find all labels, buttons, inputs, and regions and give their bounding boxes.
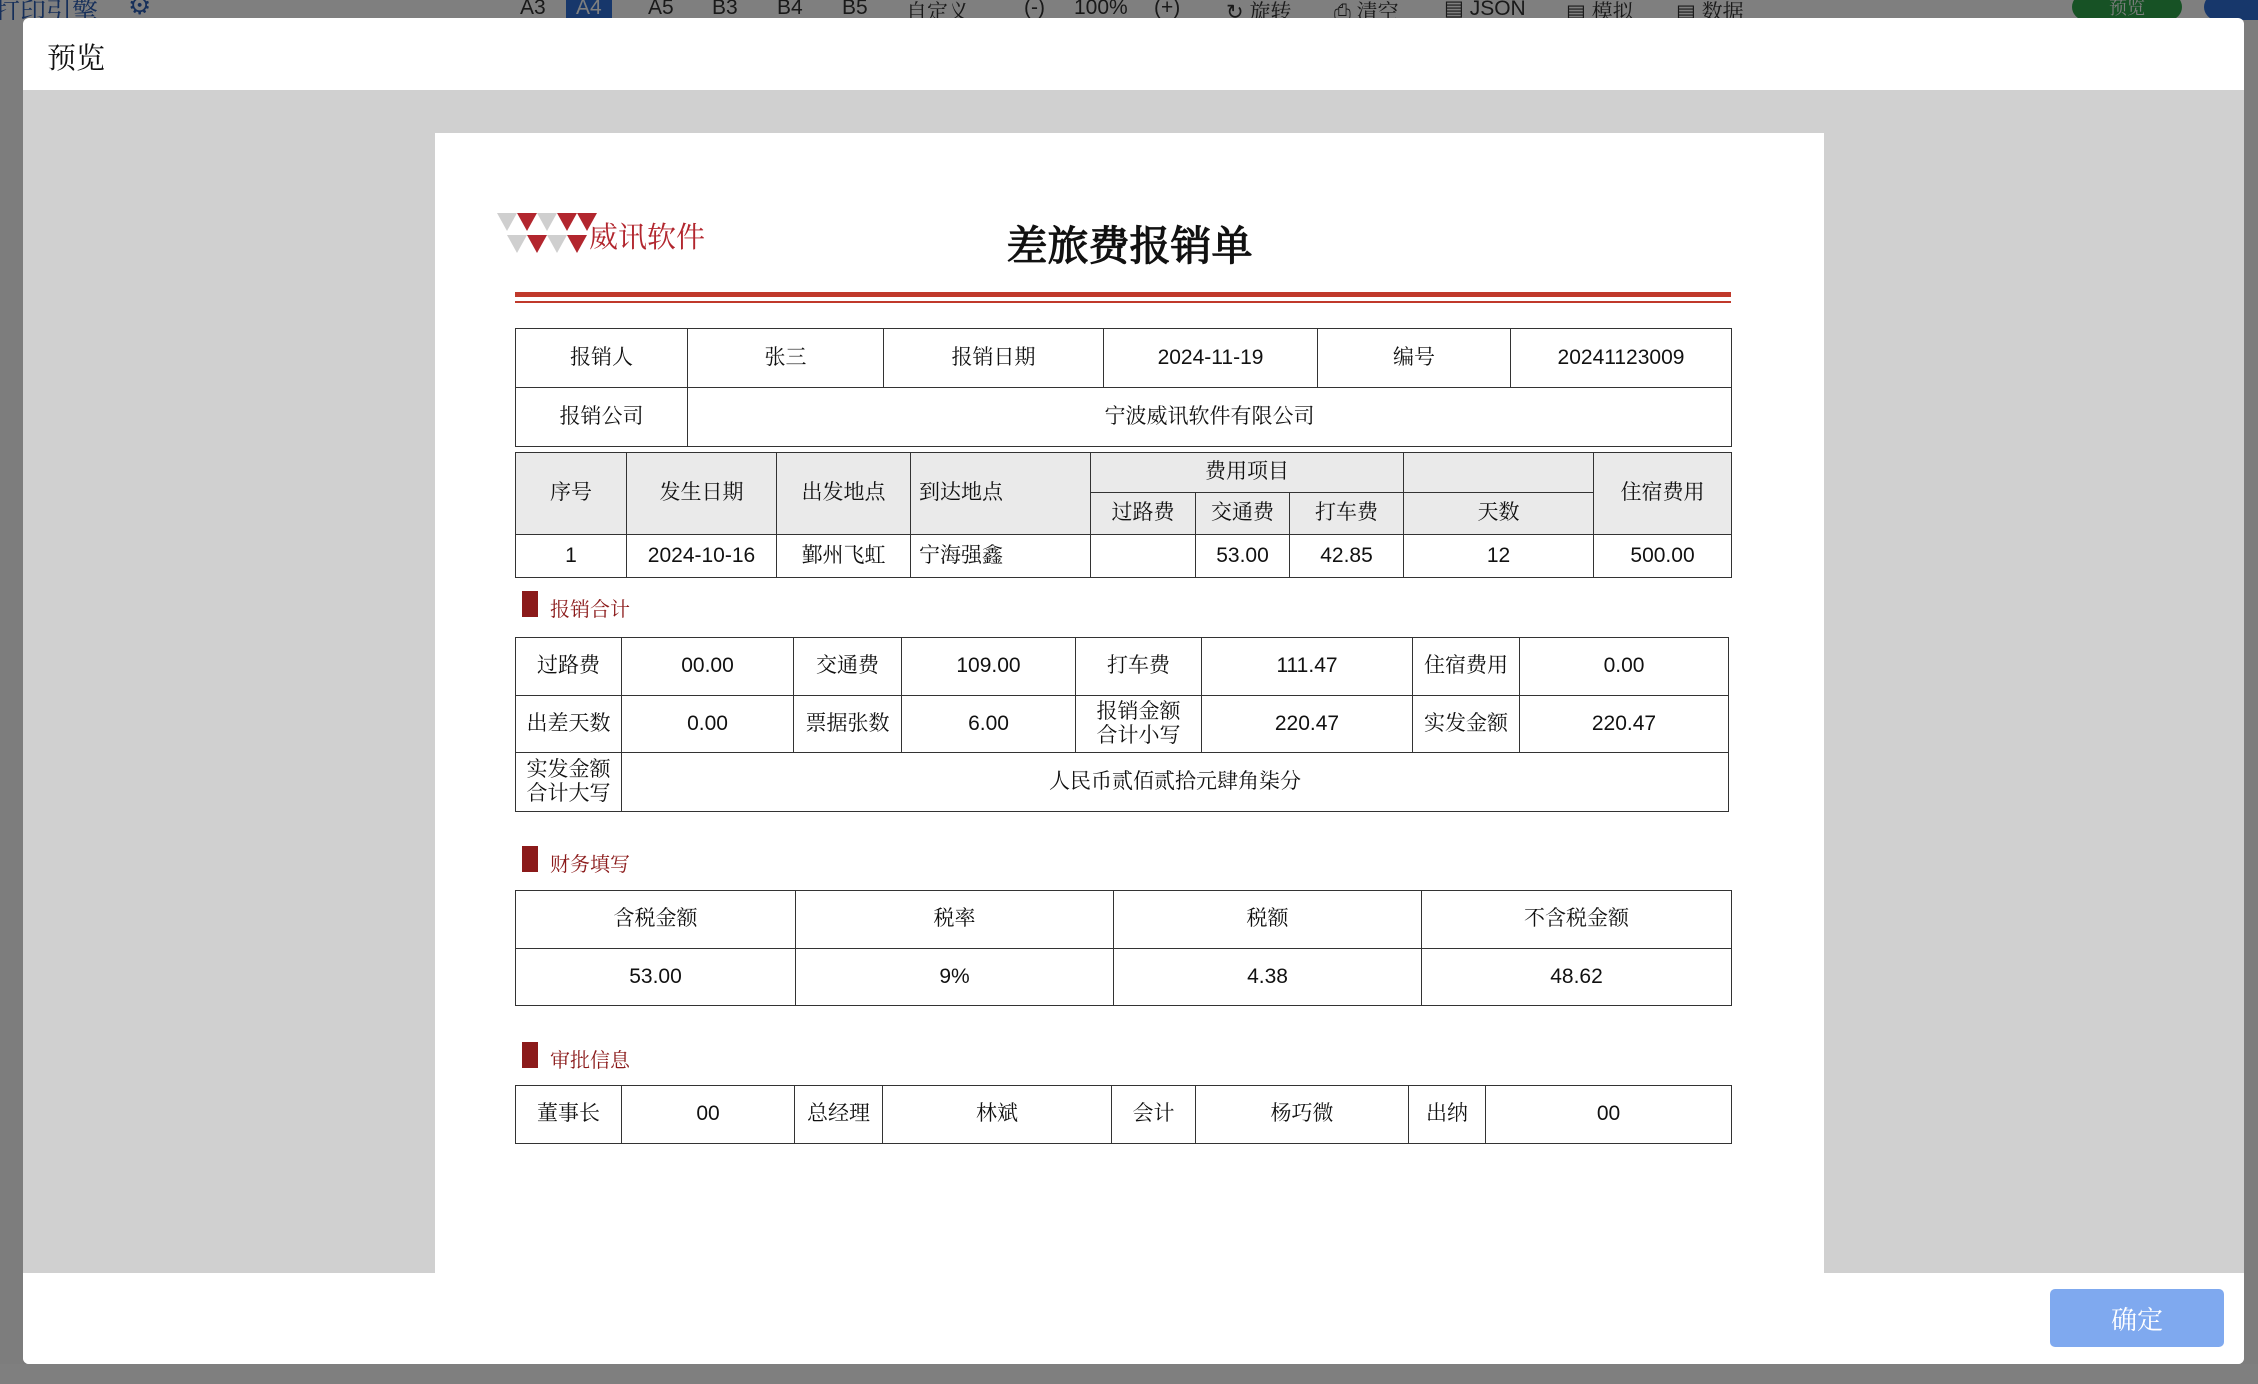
sum-subtotal-label-line1: 报销金额 bbox=[1096, 699, 1181, 723]
section-marker bbox=[522, 1042, 538, 1068]
sum-upper-label-line1: 实发金额 bbox=[526, 757, 611, 781]
sum-subtotal-label-line2: 合计小写 bbox=[1096, 724, 1181, 747]
row-date: 2024-10-16 bbox=[627, 535, 777, 578]
col-taxi: 打车费 bbox=[1290, 493, 1404, 535]
sum-paid-label: 实发金额 bbox=[1413, 696, 1520, 753]
sum-tickets-label: 票据张数 bbox=[794, 696, 902, 753]
sum-lodging-label: 住宿费用 bbox=[1413, 638, 1520, 696]
title-divider-thin bbox=[515, 301, 1731, 303]
fin-col-rate: 税率 bbox=[796, 891, 1114, 949]
preview-modal bbox=[23, 18, 2244, 1364]
gm-value: 林斌 bbox=[883, 1086, 1112, 1144]
date-value: 2024-11-19 bbox=[1104, 329, 1318, 388]
cashier-value: 00 bbox=[1486, 1086, 1732, 1144]
number-value: 20241123009 bbox=[1511, 329, 1732, 388]
col-to: 到达地点 bbox=[911, 453, 1091, 535]
sum-transport-label: 交通费 bbox=[794, 638, 902, 696]
table-row bbox=[516, 949, 1732, 1006]
section-marker bbox=[522, 846, 538, 872]
sum-upper-label bbox=[516, 753, 622, 812]
fin-rate: 9% bbox=[796, 949, 1114, 1006]
chairman-value: 00 bbox=[622, 1086, 795, 1144]
sum-transport-value: 109.00 bbox=[902, 638, 1076, 696]
sum-taxi-label: 打车费 bbox=[1076, 638, 1202, 696]
col-seq: 序号 bbox=[516, 453, 627, 535]
section-finance-title: 财务填写 bbox=[550, 852, 630, 876]
row-to: 宁海强鑫 bbox=[911, 535, 1091, 578]
header-table bbox=[515, 328, 1732, 447]
table-row bbox=[516, 535, 1732, 578]
company-value: 宁波威讯软件有限公司 bbox=[688, 388, 1732, 447]
date-label: 报销日期 bbox=[884, 329, 1104, 388]
fin-col-gross: 含税金额 bbox=[516, 891, 796, 949]
row-seq: 1 bbox=[516, 535, 627, 578]
company-label: 报销公司 bbox=[516, 388, 688, 447]
number-label: 编号 bbox=[1318, 329, 1511, 388]
fin-net: 48.62 bbox=[1422, 949, 1732, 1006]
claimant-label: 报销人 bbox=[516, 329, 688, 388]
col-lodging: 住宿费用 bbox=[1594, 453, 1732, 535]
cashier-label: 出纳 bbox=[1409, 1086, 1486, 1144]
sum-days-label: 出差天数 bbox=[516, 696, 622, 753]
sum-upper-value: 人民币贰佰贰拾元肆角柒分 bbox=[622, 753, 1729, 812]
col-transport: 交通费 bbox=[1196, 493, 1290, 535]
sum-toll-value: 00.00 bbox=[622, 638, 794, 696]
col-days: 天数 bbox=[1404, 493, 1594, 535]
col-date: 发生日期 bbox=[627, 453, 777, 535]
section-summary-title: 报销合计 bbox=[550, 597, 630, 621]
sum-taxi-value: 111.47 bbox=[1202, 638, 1413, 696]
summary-table bbox=[515, 637, 1729, 812]
document-page bbox=[435, 133, 1824, 1273]
modal-header bbox=[23, 18, 2244, 91]
fin-col-tax: 税额 bbox=[1114, 891, 1422, 949]
col-group-expense: 费用项目 bbox=[1091, 453, 1404, 493]
finance-table bbox=[515, 890, 1732, 1006]
row-days: 12 bbox=[1404, 535, 1594, 578]
approval-table bbox=[515, 1085, 1732, 1144]
chairman-label: 董事长 bbox=[516, 1086, 622, 1144]
fin-gross: 53.00 bbox=[516, 949, 796, 1006]
accountant-value: 杨巧微 bbox=[1196, 1086, 1409, 1144]
col-from: 出发地点 bbox=[777, 453, 911, 535]
title-divider bbox=[515, 292, 1731, 297]
sum-paid-value: 220.47 bbox=[1520, 696, 1729, 753]
sum-upper-label-line2: 合计大写 bbox=[526, 782, 611, 805]
confirm-button[interactable]: 确定 bbox=[2050, 1289, 2224, 1347]
modal-title: 预览 bbox=[47, 43, 106, 75]
row-taxi: 42.85 bbox=[1290, 535, 1404, 578]
sum-toll-label: 过路费 bbox=[516, 638, 622, 696]
modal-body bbox=[23, 90, 2244, 1273]
sum-subtotal-label bbox=[1076, 696, 1202, 753]
row-transport: 53.00 bbox=[1196, 535, 1290, 578]
sum-subtotal-value: 220.47 bbox=[1202, 696, 1413, 753]
sum-lodging-value: 0.00 bbox=[1520, 638, 1729, 696]
logo-text: 威讯软件 bbox=[589, 220, 706, 254]
claimant-value: 张三 bbox=[688, 329, 884, 388]
fin-tax: 4.38 bbox=[1114, 949, 1422, 1006]
row-toll bbox=[1091, 535, 1196, 578]
modal-footer bbox=[23, 1273, 2244, 1364]
col-group-blank bbox=[1404, 453, 1594, 493]
section-approval-title: 审批信息 bbox=[550, 1048, 630, 1072]
sum-days-value: 0.00 bbox=[622, 696, 794, 753]
col-toll: 过路费 bbox=[1091, 493, 1196, 535]
section-marker bbox=[522, 591, 538, 617]
document-title: 差旅费报销单 bbox=[1006, 223, 1253, 269]
sum-tickets-value: 6.00 bbox=[902, 696, 1076, 753]
row-lodging: 500.00 bbox=[1594, 535, 1732, 578]
fin-col-net: 不含税金额 bbox=[1422, 891, 1732, 949]
gm-label: 总经理 bbox=[795, 1086, 883, 1144]
expense-table bbox=[515, 452, 1732, 578]
row-from: 鄞州飞虹 bbox=[777, 535, 911, 578]
accountant-label: 会计 bbox=[1112, 1086, 1196, 1144]
